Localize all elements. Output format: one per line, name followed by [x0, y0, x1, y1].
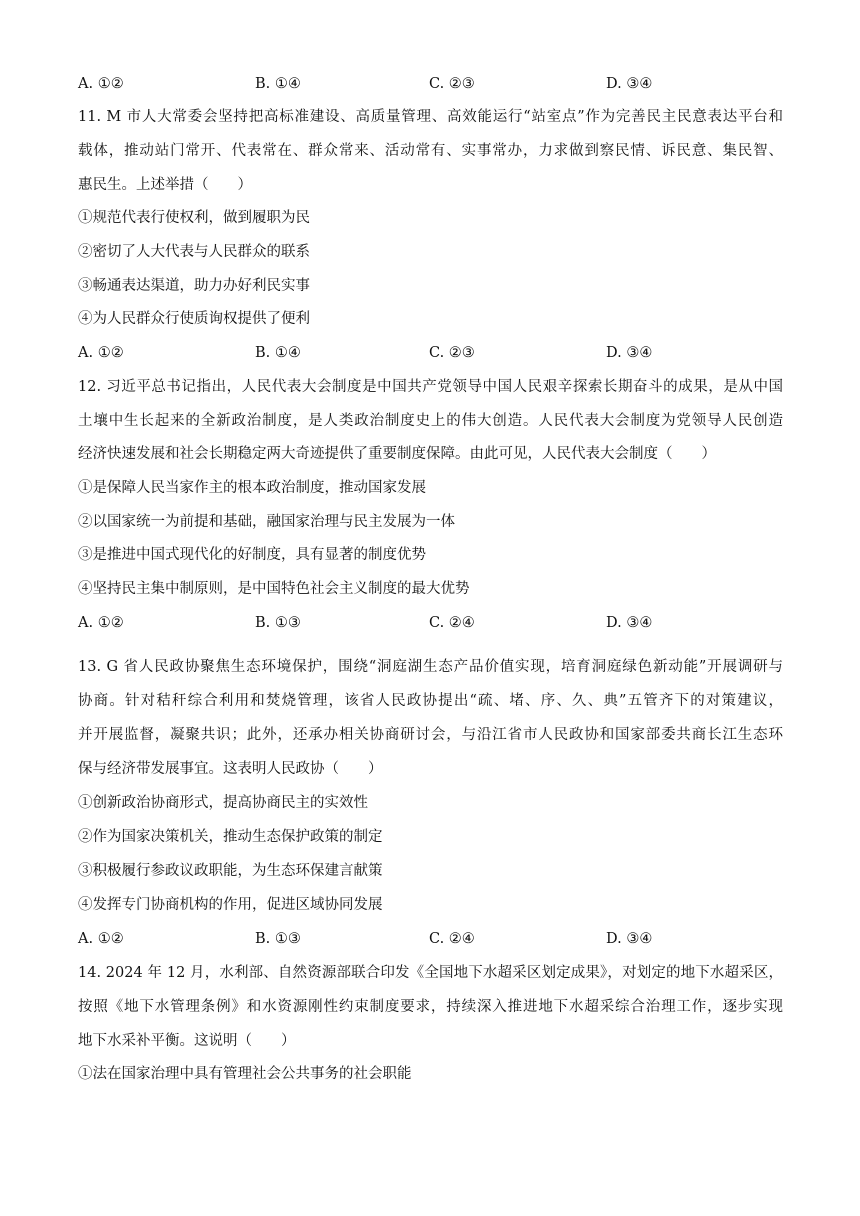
- q12-statement-3: ③是推进中国式现代化的好制度，具有显著的制度优势: [78, 547, 426, 563]
- q12-option-a: A. ①②: [78, 615, 124, 631]
- q11-stem-line-1: 11. M 市人大常委会坚持把高标准建设、高质量管理、高效能运行“站室点”作为完善民主民意表达平台和: [78, 109, 783, 125]
- q13-statement-3: ③积极履行参政议政职能，为生态环保建言献策: [78, 863, 383, 879]
- q13-option-d: D. ③④: [606, 931, 653, 947]
- q12-statement-1: ①是保障人民当家作主的根本政治制度，推动国家发展: [78, 480, 426, 496]
- q11-option-a: A. ①②: [78, 345, 124, 361]
- q11-statement-2: ②密切了人大代表与人民群众的联系: [78, 244, 310, 260]
- q12-options: [78, 613, 783, 633]
- q11-option-d: D. ③④: [606, 345, 653, 361]
- q12-option-d: D. ③④: [606, 615, 653, 631]
- q13-stem-line-2: 协商。针对秸秆综合利用和焚烧管理，该省人民政协提出“疏、堵、序、久、典”五管齐下的对策建议，: [78, 693, 783, 709]
- q13-option-a: A. ①②: [78, 931, 124, 947]
- q11-statement-4: ④为人民群众行使质询权提供了便利: [78, 311, 310, 327]
- q11-statement-1: ①规范代表行使权利，做到履职为民: [78, 210, 310, 226]
- q14-stem-line-2: 按照《地下水管理条例》和水资源刚性约束制度要求，持续深入推进地下水超采综合治理工作，逐步实现: [78, 999, 783, 1015]
- q12-stem-line-1: 12. 习近平总书记指出，人民代表大会制度是中国共产党领导中国人民艰辛探索长期奋斗的成果，是从中国: [78, 379, 783, 395]
- q13-option-b: B. ①③: [255, 931, 301, 947]
- q10-option-a: A. ①②: [78, 76, 124, 92]
- q14-stem-line-3: 地下水采补平衡。这说明（ ）: [78, 1033, 296, 1049]
- q10-option-b: B. ①④: [255, 76, 301, 92]
- q13-stem-line-4: 保与经济带发展事宜。这表明人民政协（ ）: [78, 761, 383, 777]
- q13-statement-1: ①创新政治协商形式，提高协商民主的实效性: [78, 795, 368, 811]
- q12-option-b: B. ①③: [255, 615, 301, 631]
- q13-stem-line-3: 并开展监督，凝聚共识；此外，还承办相关协商研讨会，与沿江省市人民政协和国家部委共商长江生态环: [78, 727, 783, 743]
- q10-options: [78, 74, 783, 94]
- q14-statement-1: ①法在国家治理中具有管理社会公共事务的社会职能: [78, 1066, 412, 1082]
- q12-stem-line-3: 经济快速发展和社会长期稳定两大奇迹提供了重要制度保障。由此可见，人民代表大会制度（ ）: [78, 446, 716, 462]
- q13-statement-4: ④发挥专门协商机构的作用，促进区域协同发展: [78, 897, 383, 913]
- q13-stem-line-1: 13. G 省人民政协聚焦生态环境保护，围绕“洞庭湖生态产品价值实现，培育洞庭绿色新动能”开展调研与: [78, 659, 783, 675]
- q11-option-c: C. ②③: [429, 345, 475, 361]
- q12-option-c: C. ②④: [429, 615, 475, 631]
- q13-statement-2: ②作为国家决策机关，推动生态保护政策的制定: [78, 829, 383, 845]
- q12-statement-2: ②以国家统一为前提和基础，融国家治理与民主发展为一体: [78, 514, 455, 530]
- q10-option-c: C. ②③: [429, 76, 475, 92]
- q12-statement-4: ④坚持民主集中制原则，是中国特色社会主义制度的最大优势: [78, 581, 470, 597]
- q11-stem-line-3: 惠民生。上述举措（ ）: [78, 177, 252, 193]
- q10-option-d: D. ③④: [606, 76, 653, 92]
- q14-stem-line-1: 14. 2024 年 12 月，水利部、自然资源部联合印发《全国地下水超采区划定成果》，对划定的地下水超采区，: [78, 965, 783, 981]
- q12-stem-line-2: 土壤中生长起来的全新政治制度，是人类政治制度史上的伟大创造。人民代表大会制度为党领导人民创造: [78, 413, 783, 429]
- q11-statement-3: ③畅通表达渠道，助力办好利民实事: [78, 278, 310, 294]
- q13-option-c: C. ②④: [429, 931, 475, 947]
- q11-stem-line-2: 载体，推动站门常开、代表常在、群众常来、活动常有、实事常办，力求做到察民情、诉民意、集民智、: [78, 143, 783, 159]
- q11-options: [78, 343, 783, 363]
- q11-option-b: B. ①④: [255, 345, 301, 361]
- q13-options: [78, 929, 783, 949]
